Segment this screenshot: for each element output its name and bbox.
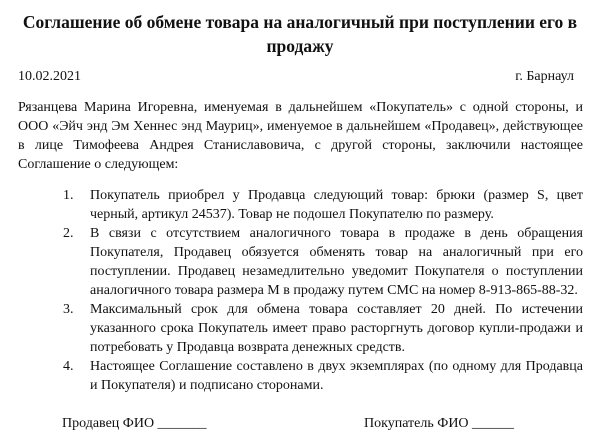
item-text: Покупатель приобрел у Продавца следующий товар: брюки (размер S, цвет черный, артикул 24537). Товар не подошел Покупателю по размеру.: [90, 188, 583, 222]
item-text: Настоящее Соглашение составлено в двух экземплярах (по одному для Продавца и Покупателя) и подписано сторонами.: [90, 359, 583, 393]
seller-signature-line: Продавец ФИО _______: [62, 416, 207, 431]
item-text: В связи с отсутствием аналогичного товара в продаже в день обращения Покупателя, Продавец обязуется обменять товар на аналогичный при его поступлении. Продавец незамедлительно уведомит Покупателя о поступлении аналогичного товара размера М в продажу путем СМС на номер 8-913-865-88-32.: [90, 226, 583, 298]
document-title: Соглашение об обмене товара на аналогичный при поступлении его в продажу: [22, 12, 578, 56]
document-city: г. Барнаул: [515, 69, 574, 84]
terms-list: [18, 186, 583, 395]
document-date: 10.02.2021: [18, 69, 81, 84]
list-item: [18, 357, 583, 395]
list-item: [18, 300, 583, 357]
buyer-signature-line: Покупатель ФИО ______: [364, 416, 515, 431]
item-text: Максимальный срок для обмена товара составляет 20 дней. По истечении указанного срока Покупатель имеет право расторгнуть договор купли-продажи и потребовать у Продавца возврата денежных средств.: [90, 302, 583, 355]
list-item: [18, 186, 583, 224]
item-number: 3.: [63, 302, 74, 317]
item-number: 2.: [63, 226, 74, 241]
list-item: [18, 224, 583, 300]
intro-paragraph: Рязанцева Марина Игоревна, именуемая в дальнейшем «Покупатель» с одной стороны, и ООО «Эйч энд Эм Хеннес энд Мауриц», именуемое в дальнейшем «Продавец», действующее в лице Тимофеева Андрея Станиславовича, с другой стороны, заключили настоящее Соглашение о следующем:: [18, 100, 583, 172]
item-number: 4.: [63, 359, 74, 374]
item-number: 1.: [63, 188, 74, 203]
